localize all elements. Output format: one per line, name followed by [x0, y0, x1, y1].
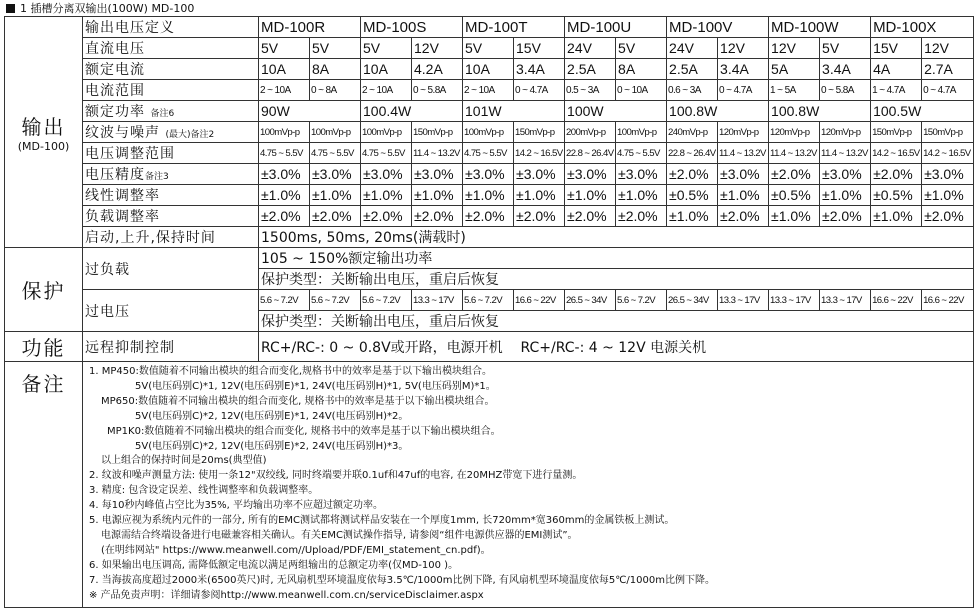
cell: ±1.0%	[820, 185, 871, 206]
cell: 100.4W	[361, 101, 463, 122]
cell: 10A	[259, 59, 310, 80]
row-current-range	[5, 80, 974, 101]
cell: ±1.0%	[769, 206, 820, 227]
ripple-note: (最大)备注2	[165, 130, 215, 140]
row-label-load-reg: 负载调整率	[83, 206, 259, 227]
rated-power-note: 备注6	[150, 109, 175, 119]
note-line: 1. MP450:数值随着不同输出模块的组合而变化,规格书中的效率是基于以下输出模块组合。	[89, 366, 493, 377]
cell: 22.8 ~ 26.4V	[565, 143, 616, 164]
model-header: MD-100S	[361, 17, 463, 38]
cell: ±2.0%	[361, 206, 412, 227]
cell: 24V	[667, 38, 718, 59]
row-label-line-reg: 线性调整率	[83, 185, 259, 206]
cell: 15V	[871, 38, 922, 59]
cell: 15V	[514, 38, 565, 59]
title-text: 1 插槽分离双输出(100W) MD-100	[20, 2, 195, 15]
row-label-overload: 过负载	[83, 248, 259, 290]
cell: 11.4 ~ 13.2V	[412, 143, 463, 164]
model-header: MD-100U	[565, 17, 667, 38]
row-voltage-tol	[5, 164, 974, 185]
cell: ±2.0%	[922, 206, 974, 227]
model-header: MD-100R	[259, 17, 361, 38]
cell: 90W	[259, 101, 361, 122]
row-remote	[5, 332, 974, 362]
cell: 4.75 ~ 5.5V	[616, 143, 667, 164]
row-rated-current	[5, 59, 974, 80]
note-line: 5. 电源应视为系统内元件的一部分, 所有的EMC测试都将测试样品安装在一个厚度1mm, 长720mm*宽360mm的金属铁板上测试。	[89, 515, 675, 527]
cell: 12V	[718, 38, 769, 59]
cell: 0 ~ 4.7A	[514, 80, 565, 101]
setup-value: 1500ms, 50ms, 20ms(满载时)	[259, 227, 974, 248]
note-line: MP1K0:数值随着不同输出模块的组合而变化, 规格书中的效率是基于以下输出模块组合。	[107, 425, 501, 437]
cell: ±3.0%	[259, 164, 310, 185]
cell: 14.2 ~ 16.5V	[871, 143, 922, 164]
cell: 5V	[820, 38, 871, 59]
cell: ±1.0%	[361, 185, 412, 206]
cell: ±2.0%	[514, 206, 565, 227]
row-notes	[5, 362, 974, 608]
note-line: 电源需结合终端设备进行电磁兼容相关确认。有关EMC测试操作指导, 请参阅“组件电源供应器的EMI测试”。	[101, 529, 578, 541]
cell: ±2.0%	[565, 206, 616, 227]
cell: 120mVp-p	[718, 122, 769, 143]
cell: 0 ~ 10A	[616, 80, 667, 101]
cell: 4.2A	[412, 59, 463, 80]
cell: 100.8W	[667, 101, 769, 122]
cell: 100mVp-p	[361, 122, 412, 143]
cell: 240mVp-p	[667, 122, 718, 143]
cell: 4.75 ~ 5.5V	[361, 143, 412, 164]
row-rated-power	[5, 101, 974, 122]
cell: 0 ~ 8A	[310, 80, 361, 101]
row-label-remote: 远程抑制控制	[83, 332, 259, 362]
note-line: 5V(电压码别C)*1, 12V(电压码别E)*1, 24V(电压码别H)*1, 5V(电压码别M)*1。	[135, 380, 496, 392]
section-protection: 保护	[5, 248, 83, 332]
cell: 4.75 ~ 5.5V	[463, 143, 514, 164]
disclaimer-line: ※ 产品免责声明：详细请参阅http://www.meanwell.com.cn/serviceDisclaimer.aspx	[89, 589, 484, 601]
section-output-sub: (MD-100)	[17, 140, 70, 153]
cell: ±1.0%	[922, 185, 974, 206]
cell: 26.5 ~ 34V	[667, 290, 718, 311]
voltage-tol-label: 电压精度	[85, 167, 145, 183]
cell: 100mVp-p	[616, 122, 667, 143]
row-label-dc-voltage: 直流电压	[83, 38, 259, 59]
cell: 14.2 ~ 16.5V	[514, 143, 565, 164]
cell: ±3.0%	[616, 164, 667, 185]
overload-value: 105 ~ 150%额定输出功率	[259, 248, 974, 269]
cell: 2 ~ 10A	[463, 80, 514, 101]
note-line: 6. 如果输出电压调高, 需降低额定电流以满足两组输出的总额定功率(仅MD-100 )。	[89, 559, 459, 571]
cell: 8A	[616, 59, 667, 80]
cell: ±2.0%	[616, 206, 667, 227]
ripple-label: 纹波与噪声	[85, 125, 160, 141]
cell: ±2.0%	[412, 206, 463, 227]
cell: 120mVp-p	[769, 122, 820, 143]
cell: 200mVp-p	[565, 122, 616, 143]
section-output-label: 输出	[21, 115, 66, 139]
model-header: MD-100X	[871, 17, 974, 38]
note-line: 以上组合的保持时间是20ms(典型值)	[101, 455, 267, 467]
cell: 120mVp-p	[820, 122, 871, 143]
row-label-ripple	[83, 122, 259, 143]
note-line: 5V(电压码别C)*2, 12V(电压码别E)*1, 24V(电压码别H)*2。	[135, 410, 409, 422]
cell: 11.4 ~ 13.2V	[820, 143, 871, 164]
cell: 12V	[922, 38, 974, 59]
cell: ±1.0%	[259, 185, 310, 206]
cell: 0 ~ 4.7A	[718, 80, 769, 101]
cell: 100W	[565, 101, 667, 122]
cell: 150mVp-p	[922, 122, 974, 143]
row-overload	[5, 248, 974, 269]
spec-table	[4, 16, 974, 608]
overvoltage-protection-type: 保护类型：关断输出电压，重启后恢复	[259, 311, 974, 332]
note-line: 4. 每10秒内峰值占空比为35%, 平均输出功率不应超过额定功率。	[89, 500, 384, 512]
row-load-reg	[5, 206, 974, 227]
cell: 5.6 ~ 7.2V	[463, 290, 514, 311]
cell: 13.3 ~ 17V	[820, 290, 871, 311]
cell: 0.5 ~ 3A	[565, 80, 616, 101]
cell: 150mVp-p	[871, 122, 922, 143]
cell: 4.75 ~ 5.5V	[259, 143, 310, 164]
voltage-tol-note: 备注3	[145, 172, 169, 182]
cell: 100mVp-p	[310, 122, 361, 143]
cell: 150mVp-p	[412, 122, 463, 143]
cell: 24V	[565, 38, 616, 59]
model-header: MD-100T	[463, 17, 565, 38]
cell: 2 ~ 10A	[259, 80, 310, 101]
cell: 2.7A	[922, 59, 974, 80]
cell: ±3.0%	[565, 164, 616, 185]
cell: 22.8 ~ 26.4V	[667, 143, 718, 164]
row-overvoltage	[5, 290, 974, 311]
cell: ±2.0%	[718, 206, 769, 227]
cell: 5.6 ~ 7.2V	[259, 290, 310, 311]
cell: 14.2 ~ 16.5V	[922, 143, 974, 164]
cell: 11.4 ~ 13.2V	[718, 143, 769, 164]
section-notes: 备注	[5, 362, 83, 608]
cell: 2 ~ 10A	[361, 80, 412, 101]
note-line: (在明纬网站" https://www.meanwell.com//Upload/PDF/EMI_statement_cn.pdf)。	[101, 544, 491, 556]
cell: 100mVp-p	[463, 122, 514, 143]
cell: 10A	[361, 59, 412, 80]
cell: ±3.0%	[820, 164, 871, 185]
cell: 5.6 ~ 7.2V	[310, 290, 361, 311]
note-line: 5V(电压码别C)*2, 12V(电压码别E)*2, 24V(电压码别H)*3。	[135, 440, 409, 452]
cell: ±1.0%	[412, 185, 463, 206]
cell: 8A	[310, 59, 361, 80]
row-label-setup: 启动,上升,保持时间	[83, 227, 259, 248]
cell: 5A	[769, 59, 820, 80]
cell: 11.4 ~ 13.2V	[769, 143, 820, 164]
cell: ±2.0%	[463, 206, 514, 227]
cell: 101W	[463, 101, 565, 122]
row-label-overvoltage: 过电压	[83, 290, 259, 332]
cell: 5V	[259, 38, 310, 59]
cell: 3.4A	[820, 59, 871, 80]
cell: 4A	[871, 59, 922, 80]
cell: 0.6 ~ 3A	[667, 80, 718, 101]
cell: 2.5A	[667, 59, 718, 80]
square-bullet-icon	[6, 4, 15, 13]
model-header: MD-100V	[667, 17, 769, 38]
row-label-rated-current: 额定电流	[83, 59, 259, 80]
model-header: MD-100W	[769, 17, 871, 38]
note-line: MP650:数值随着不同输出模块的组合而变化, 规格书中的效率是基于以下输出模块组合。	[101, 395, 495, 407]
cell: ±3.0%	[922, 164, 974, 185]
cell: 16.6 ~ 22V	[922, 290, 974, 311]
cell: ±2.0%	[310, 206, 361, 227]
cell: 5V	[463, 38, 514, 59]
cell: 10A	[463, 59, 514, 80]
section-output	[5, 17, 83, 248]
note-line: 2. 纹波和噪声测量方法: 使用一条12"双绞线, 同时终端要并联0.1uf和47uf的电容, 在20MHZ带宽下进行量测。	[89, 470, 583, 482]
row-ripple	[5, 122, 974, 143]
cell: ±3.0%	[718, 164, 769, 185]
cell: ±1.0%	[514, 185, 565, 206]
cell: ±3.0%	[310, 164, 361, 185]
cell: 150mVp-p	[514, 122, 565, 143]
cell: 5V	[616, 38, 667, 59]
cell: 1 ~ 4.7A	[871, 80, 922, 101]
cell: 0 ~ 5.8A	[412, 80, 463, 101]
cell: 5.6 ~ 7.2V	[616, 290, 667, 311]
cell: ±1.0%	[463, 185, 514, 206]
cell: ±2.0%	[259, 206, 310, 227]
row-voltage-adj	[5, 143, 974, 164]
cell: 100.8W	[769, 101, 871, 122]
cell: 13.3 ~ 17V	[412, 290, 463, 311]
cell: 1 ~ 5A	[769, 80, 820, 101]
row-label-rated-power	[83, 101, 259, 122]
cell: ±3.0%	[463, 164, 514, 185]
row-label-voltage-adj: 电压调整范围	[83, 143, 259, 164]
cell: ±1.0%	[310, 185, 361, 206]
row-dc-voltage	[5, 38, 974, 59]
cell: 13.3 ~ 17V	[769, 290, 820, 311]
row-setup	[5, 227, 974, 248]
cell: ±1.0%	[718, 185, 769, 206]
cell: 12V	[769, 38, 820, 59]
row-line-reg	[5, 185, 974, 206]
notes-body	[83, 362, 974, 608]
cell: 0 ~ 4.7A	[922, 80, 974, 101]
cell: ±1.0%	[667, 206, 718, 227]
cell: 13.3 ~ 17V	[718, 290, 769, 311]
cell: 4.75 ~ 5.5V	[310, 143, 361, 164]
row-label-spec: 输出电压定义	[83, 17, 259, 38]
cell: 0 ~ 5.8A	[820, 80, 871, 101]
cell: ±3.0%	[361, 164, 412, 185]
page-title	[6, 2, 194, 16]
overload-protection-type: 保护类型：关断输出电压，重启后恢复	[259, 269, 974, 290]
cell: 3.4A	[718, 59, 769, 80]
cell: 5V	[310, 38, 361, 59]
row-label-current-range: 电流范围	[83, 80, 259, 101]
cell: 26.5 ~ 34V	[565, 290, 616, 311]
cell: ±3.0%	[412, 164, 463, 185]
note-line: 7. 当海拔高度超过2000米(6500英尺)时, 无风扇机型环境温度依每3.5℃/1000m比例下降, 有风扇机型环境温度依每5℃/1000m比例下降。	[89, 574, 715, 586]
cell: ±3.0%	[514, 164, 565, 185]
cell: 5V	[361, 38, 412, 59]
cell: ±1.0%	[616, 185, 667, 206]
cell: ±1.0%	[565, 185, 616, 206]
row-spec	[5, 17, 974, 38]
note-line: 3. 精度: 包含设定误差、线性调整率和负载调整率。	[89, 485, 319, 497]
cell: ±2.0%	[871, 164, 922, 185]
cell: ±1.0%	[871, 206, 922, 227]
row-label-voltage-tol	[83, 164, 259, 185]
section-function: 功能	[5, 332, 83, 362]
cell: ±2.0%	[769, 164, 820, 185]
cell: 3.4A	[514, 59, 565, 80]
cell: 16.6 ~ 22V	[514, 290, 565, 311]
cell: 100mVp-p	[259, 122, 310, 143]
cell: 12V	[412, 38, 463, 59]
cell: ±2.0%	[667, 164, 718, 185]
cell: 100.5W	[871, 101, 974, 122]
cell: ±0.5%	[871, 185, 922, 206]
cell: 2.5A	[565, 59, 616, 80]
cell: ±2.0%	[820, 206, 871, 227]
cell: ±0.5%	[769, 185, 820, 206]
cell: ±0.5%	[667, 185, 718, 206]
rated-power-label: 额定功率	[85, 104, 145, 120]
cell: 16.6 ~ 22V	[871, 290, 922, 311]
remote-value: RC+/RC-: 0 ~ 0.8V或开路，电源开机 RC+/RC-: 4 ~ 12V 电源关机	[259, 332, 974, 362]
cell: 5.6 ~ 7.2V	[361, 290, 412, 311]
